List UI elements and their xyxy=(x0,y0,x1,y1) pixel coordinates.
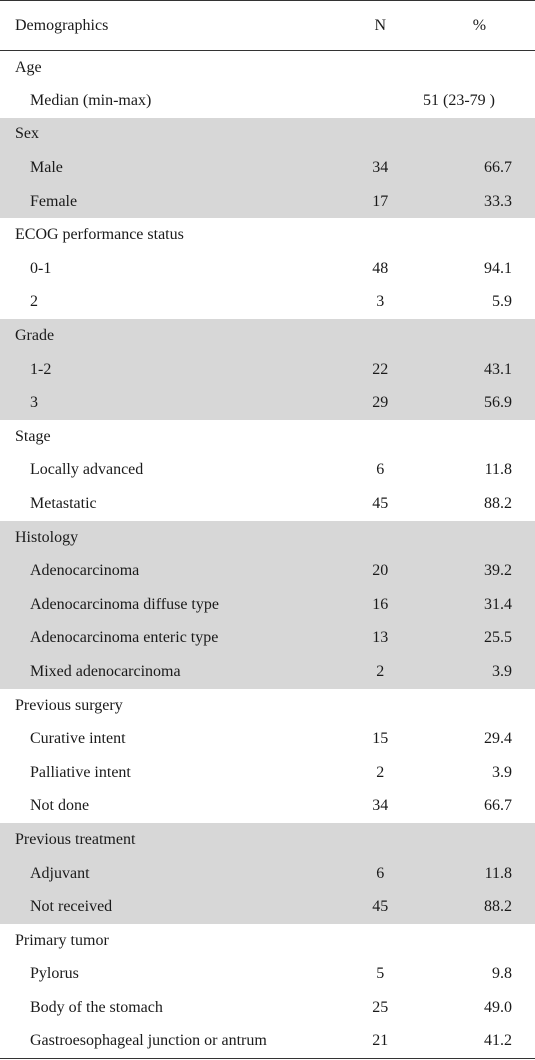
row-n-value: 21 xyxy=(334,1025,427,1059)
row-n-value: 13 xyxy=(334,622,427,656)
group-title: Histology xyxy=(0,521,535,555)
row-percent-value: 88.2 xyxy=(427,890,535,924)
row-percent-value: 41.2 xyxy=(427,1025,535,1059)
row-label: Locally advanced xyxy=(30,461,144,479)
table-row xyxy=(0,454,535,488)
row-label: Adenocarcinoma diffuse type xyxy=(0,588,334,622)
table-row xyxy=(0,722,535,756)
group-title: ECOG performance status xyxy=(15,226,184,244)
row-label: Palliative intent xyxy=(30,763,131,781)
row-percent-value: 11.8 xyxy=(484,461,512,479)
row-n-value: 25 xyxy=(372,998,389,1016)
row-percent-value: 33.3 xyxy=(427,185,535,219)
row-n-value: 5 xyxy=(376,965,385,983)
table-row xyxy=(0,252,535,286)
row-label: Adenocarcinoma xyxy=(0,554,334,588)
table-row xyxy=(0,857,535,891)
group-header-row xyxy=(0,218,535,252)
row-percent-value: 66.7 xyxy=(484,797,512,815)
group-title: Age xyxy=(15,58,42,76)
row-label: Gastroesophageal junction or antrum xyxy=(0,1025,334,1059)
row-n-value: 22 xyxy=(334,353,427,387)
table-row xyxy=(0,386,535,420)
row-percent-value: 66.7 xyxy=(427,151,535,185)
table-row xyxy=(0,353,535,387)
group-header-row xyxy=(0,420,535,454)
row-n-value: 2 xyxy=(334,655,427,689)
table-row xyxy=(0,286,535,320)
row-n-value: 34 xyxy=(334,151,427,185)
row-n-value: 34 xyxy=(372,797,389,815)
table-row xyxy=(0,890,535,924)
row-percent-value: 5.9 xyxy=(492,293,512,311)
row-n-value: 20 xyxy=(334,554,427,588)
row-percent-value: 3.9 xyxy=(492,763,512,781)
row-n-value: 45 xyxy=(372,495,389,513)
group-header-row xyxy=(0,521,535,555)
row-percent-value: 88.2 xyxy=(484,495,512,513)
row-label: Not done xyxy=(30,797,90,815)
row-percent-value: 3.9 xyxy=(427,655,535,689)
group-header-row xyxy=(0,924,535,958)
group-title: Stage xyxy=(15,427,51,445)
group-header-row xyxy=(0,51,535,85)
header-percent: % xyxy=(427,1,535,51)
table-row xyxy=(0,622,535,656)
row-percent-value: 31.4 xyxy=(427,588,535,622)
row-label: 0-1 xyxy=(30,259,52,277)
group-header-row xyxy=(0,319,535,353)
group-title: Grade xyxy=(0,319,535,353)
header-demographics: Demographics xyxy=(0,1,334,51)
group-title: Primary tumor xyxy=(15,931,109,949)
table-row xyxy=(0,185,535,219)
table-row xyxy=(0,790,535,824)
group-title: Previous treatment xyxy=(0,823,535,857)
row-percent-value: 94.1 xyxy=(484,259,512,277)
row-percent-value: 49.0 xyxy=(484,998,512,1016)
row-label: 1-2 xyxy=(0,353,334,387)
row-n-value: 3 xyxy=(376,293,385,311)
row-percent-value: 39.2 xyxy=(427,554,535,588)
row-n-value: 29 xyxy=(334,386,427,420)
row-label: Median (min-max) xyxy=(30,91,152,109)
table-body xyxy=(0,51,535,1059)
table-header xyxy=(0,1,535,51)
row-label: 2 xyxy=(30,293,38,311)
row-n-value: 48 xyxy=(372,259,389,277)
row-label: Not received xyxy=(0,890,334,924)
row-n-value: 45 xyxy=(334,890,427,924)
row-label: Metastatic xyxy=(30,495,97,513)
row-percent-value: 29.4 xyxy=(484,730,512,748)
header-n: N xyxy=(334,1,427,51)
row-label: Curative intent xyxy=(30,730,126,748)
group-title: Sex xyxy=(0,118,535,152)
header-row xyxy=(0,1,535,51)
row-n-value: 6 xyxy=(334,857,427,891)
row-label: Mixed adenocarcinoma xyxy=(0,655,334,689)
row-percent-value: 11.8 xyxy=(427,857,535,891)
table-row xyxy=(0,958,535,992)
table-row xyxy=(0,655,535,689)
table-row xyxy=(0,1025,535,1059)
table-row xyxy=(0,554,535,588)
row-percent-value: 43.1 xyxy=(427,353,535,387)
row-label: Adenocarcinoma enteric type xyxy=(0,622,334,656)
row-label: Pylorus xyxy=(30,965,79,983)
row-label: Body of the stomach xyxy=(30,998,163,1016)
group-header-row xyxy=(0,118,535,152)
row-median-value: 51 (23-79 ) xyxy=(423,91,495,109)
row-percent-value: 56.9 xyxy=(427,386,535,420)
row-label: Adjuvant xyxy=(0,857,334,891)
group-header-row xyxy=(0,823,535,857)
row-n-value: 6 xyxy=(376,461,385,479)
row-percent-value: 9.8 xyxy=(492,965,512,983)
table-row xyxy=(0,151,535,185)
row-label: 3 xyxy=(0,386,334,420)
group-header-row xyxy=(0,689,535,723)
row-label: Male xyxy=(0,151,334,185)
row-n-value: 15 xyxy=(372,730,389,748)
row-n-value: 16 xyxy=(334,588,427,622)
table-row xyxy=(0,991,535,1025)
row-n-value: 2 xyxy=(376,763,385,781)
table-row xyxy=(0,487,535,521)
table-row xyxy=(0,588,535,622)
table-row xyxy=(0,84,535,118)
row-n-value: 17 xyxy=(334,185,427,219)
row-percent-value: 25.5 xyxy=(427,622,535,656)
table-row xyxy=(0,756,535,790)
row-label: Female xyxy=(0,185,334,219)
group-title: Previous surgery xyxy=(15,696,123,714)
